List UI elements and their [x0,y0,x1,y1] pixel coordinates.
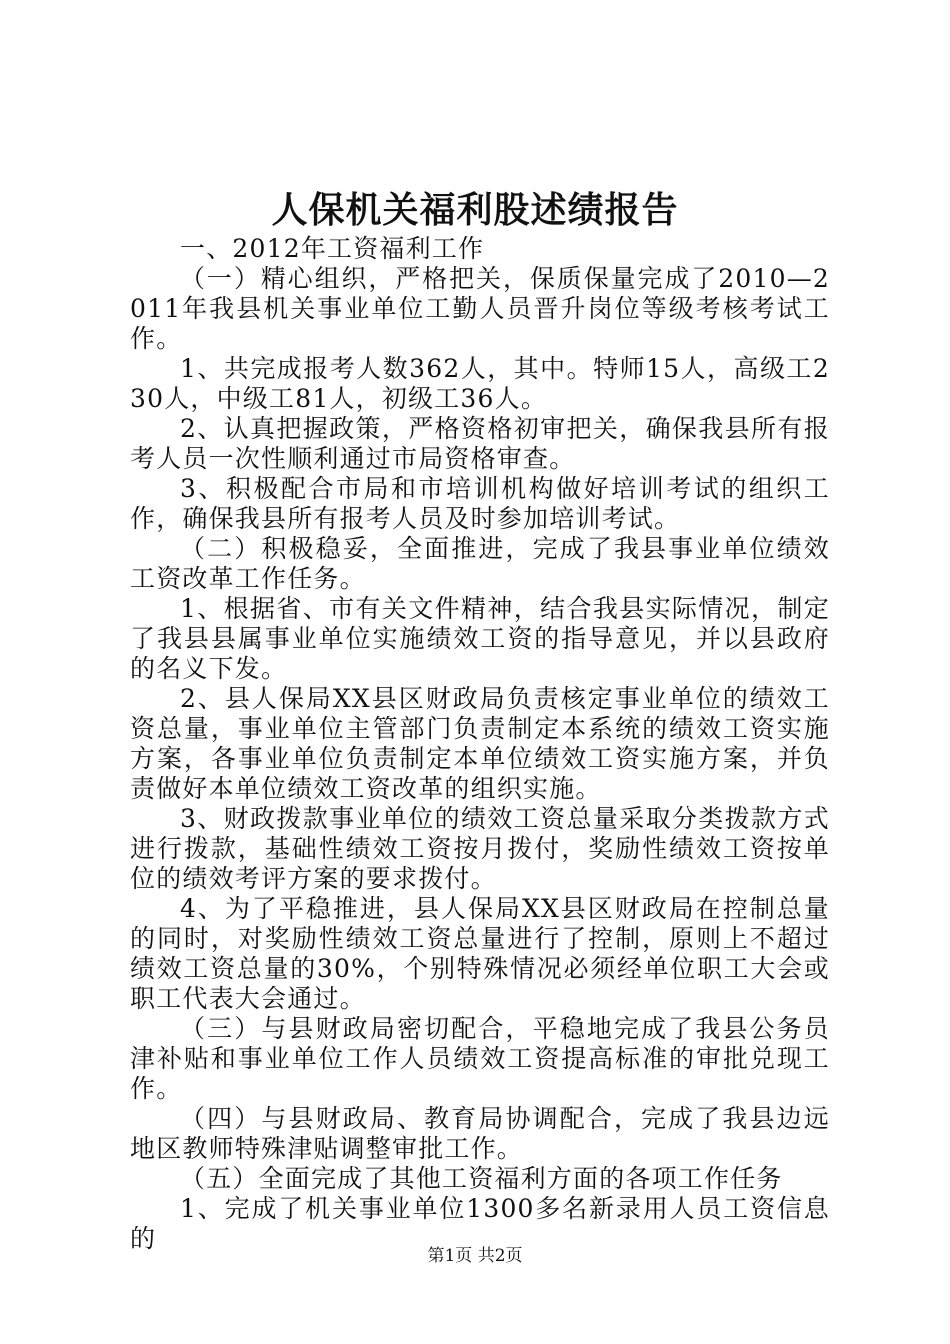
paragraph: 1、共完成报考人数362人，其中。特师15人，高级工230人，中级工81人，初级工36人。 [130,354,830,413]
paragraph: （二）积极稳妥，全面推进，完成了我县事业单位绩效工资改革工作任务。 [130,534,830,593]
paragraph: （四）与县财政局、教育局协调配合，完成了我县边远地区教师特殊津贴调整审批工作。 [130,1104,830,1163]
paragraph: 1、根据省、市有关文件精神，结合我县实际情况，制定了我县县属事业单位实施绩效工资的指导意见，并以县政府的名义下发。 [130,594,830,683]
paragraph: 2、县人保局XX县区财政局负责核定事业单位的绩效工资总量，事业单位主管部门负责制定本系统的绩效工资实施方案，各事业单位负责制定本单位绩效工资实施方案，并负责做好本单位绩效工资改革的组织实施。 [130,684,830,803]
section-heading: 一、2012年工资福利工作 [180,234,485,263]
document-title: 人保机关福利股述绩报告 [271,189,679,231]
paragraph: 4、为了平稳推进，县人保局XX县区财政局在控制总量的同时，对奖励性绩效工资总量进行了控制，原则上不超过绩效工资总量的30%，个别特殊情况必须经单位职工大会或职工代表大会通过。 [130,894,830,1013]
paragraph: （五）全面完成了其他工资福利方面的各项工作任务 [180,1164,783,1193]
paragraph: （三）与县财政局密切配合，平稳地完成了我县公务员津补贴和事业单位工作人员绩效工资提高标准的审批兑现工作。 [130,1014,830,1103]
paragraph: 3、财政拨款事业单位的绩效工资总量采取分类拨款方式进行拨款，基础性绩效工资按月拨付，奖励性绩效工资按单位的绩效考评方案的要求拨付。 [130,804,830,893]
document-body [130,234,830,1254]
paragraph: 2、认真把握政策，严格资格初审把关，确保我县所有报考人员一次性顺利通过市局资格审查。 [130,414,830,473]
paragraph: （一）精心组织，严格把关，保质保量完成了2010—2011年我县机关事业单位工勤人员晋升岗位等级考核考试工作。 [130,264,830,353]
paragraph: 3、积极配合市局和市培训机构做好培训考试的组织工作，确保我县所有报考人员及时参加培训考试。 [130,474,830,533]
paragraph: 1、完成了机关事业单位1300多名新录用人员工资信息的 [130,1194,830,1253]
page-footer: 第1页 共2页 [427,1246,523,1266]
